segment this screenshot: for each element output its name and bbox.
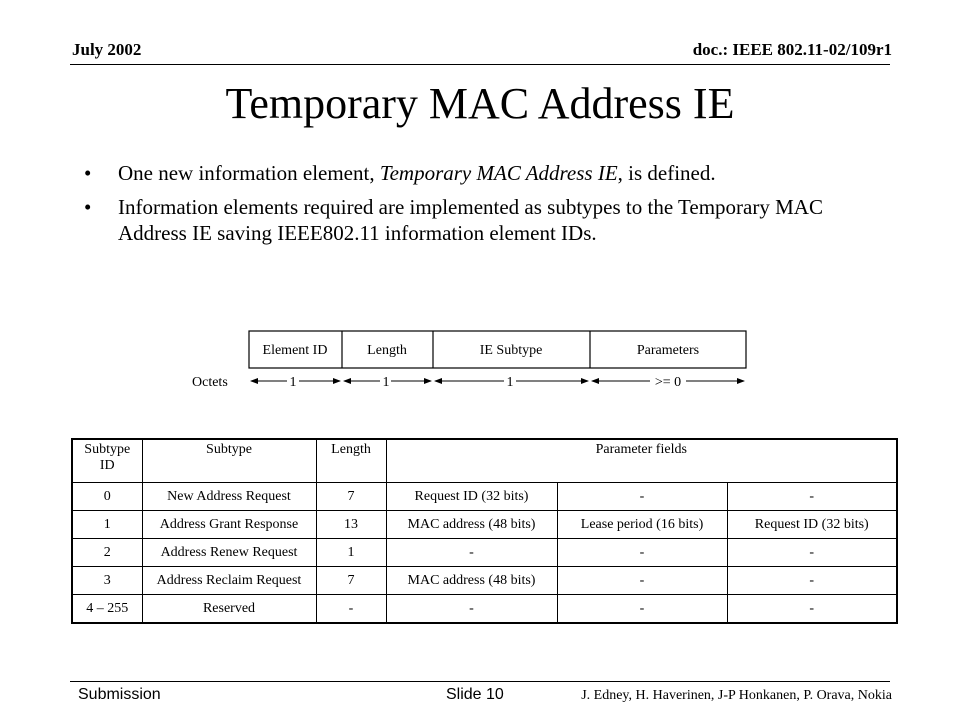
- bullet-item: [80, 160, 880, 186]
- frame-field-label: IE Subtype: [479, 343, 543, 358]
- footer-authors: J. Edney, H. Haverinen, J-P Honkanen, P. Orava, Nokia: [581, 688, 892, 703]
- table-cell: 0: [72, 483, 142, 511]
- bullet-text-italic: Temporary MAC Address IE: [379, 161, 618, 185]
- table-cell: -: [386, 539, 557, 567]
- octets-label: Octets: [192, 375, 228, 390]
- table-cell: -: [727, 595, 897, 624]
- bullet-item: [80, 194, 880, 246]
- table-cell: -: [316, 595, 386, 624]
- slide-title: Temporary MAC Address IE: [225, 79, 735, 128]
- table-cell: 1: [316, 539, 386, 567]
- octet-count: 1: [506, 375, 514, 390]
- table-cell: 3: [72, 567, 142, 595]
- table-cell: MAC address (48 bits): [386, 511, 557, 539]
- subtype-table: [71, 438, 898, 624]
- table-cell: MAC address (48 bits): [386, 567, 557, 595]
- table-cell: 13: [316, 511, 386, 539]
- table-cell: Lease period (16 bits): [557, 511, 727, 539]
- footer-slide-number: Slide 10: [446, 686, 504, 703]
- footer-submission: Submission: [78, 686, 161, 703]
- table-header-cell: Parameter fields: [386, 439, 897, 483]
- table-row: [72, 511, 897, 539]
- table-cell: -: [557, 595, 727, 624]
- table-cell: Request ID (32 bits): [727, 511, 897, 539]
- bullet-text: One new information element,: [118, 161, 380, 185]
- table-cell: -: [557, 483, 727, 511]
- octet-count: 1: [289, 375, 297, 390]
- frame-field-box: [249, 331, 746, 368]
- table-cell: -: [727, 539, 897, 567]
- table-cell: 7: [316, 567, 386, 595]
- table-cell: Reserved: [142, 595, 316, 624]
- octet-count: 1: [382, 375, 390, 390]
- table-row: [72, 539, 897, 567]
- table-header-cell: Length: [316, 439, 386, 483]
- table-cell: Address Grant Response: [142, 511, 316, 539]
- table-header-cell: Subtype ID: [72, 439, 142, 483]
- bullet-text: Information elements required are implemented as subtypes to the Temporary MAC Address IE saving IEEE802.11 information element IDs.: [118, 195, 823, 245]
- table-row: [72, 483, 897, 511]
- header-doc-id: doc.: IEEE 802.11-02/109r1: [692, 40, 892, 59]
- footer-rule: [70, 681, 890, 682]
- table-cell: -: [557, 567, 727, 595]
- table-row: [72, 567, 897, 595]
- table-cell: Address Renew Request: [142, 539, 316, 567]
- bullet-marker: •: [84, 161, 92, 185]
- table-cell: Address Reclaim Request: [142, 567, 316, 595]
- header-date: July 2002: [72, 40, 142, 59]
- table-cell: -: [727, 483, 897, 511]
- table-cell: 1: [72, 511, 142, 539]
- frame-field-label: Parameters: [636, 343, 700, 358]
- table-cell: New Address Request: [142, 483, 316, 511]
- table-header-row: [72, 439, 897, 483]
- frame-field-label: Length: [367, 343, 407, 358]
- table-row: [72, 595, 897, 624]
- table-cell: 7: [316, 483, 386, 511]
- header-rule: [70, 64, 890, 65]
- table-cell: Request ID (32 bits): [386, 483, 557, 511]
- table-cell: -: [386, 595, 557, 624]
- bullet-text: , is defined.: [617, 161, 716, 185]
- table-cell: 4 – 255: [72, 595, 142, 624]
- table-cell: 2: [72, 539, 142, 567]
- table-cell: -: [727, 567, 897, 595]
- bullet-list: [80, 160, 880, 254]
- bullet-marker: •: [84, 195, 92, 219]
- table-header-cell: Subtype: [142, 439, 316, 483]
- frame-field-label: Element ID: [262, 343, 328, 358]
- octet-count: >= 0: [654, 375, 682, 390]
- table-cell: -: [557, 539, 727, 567]
